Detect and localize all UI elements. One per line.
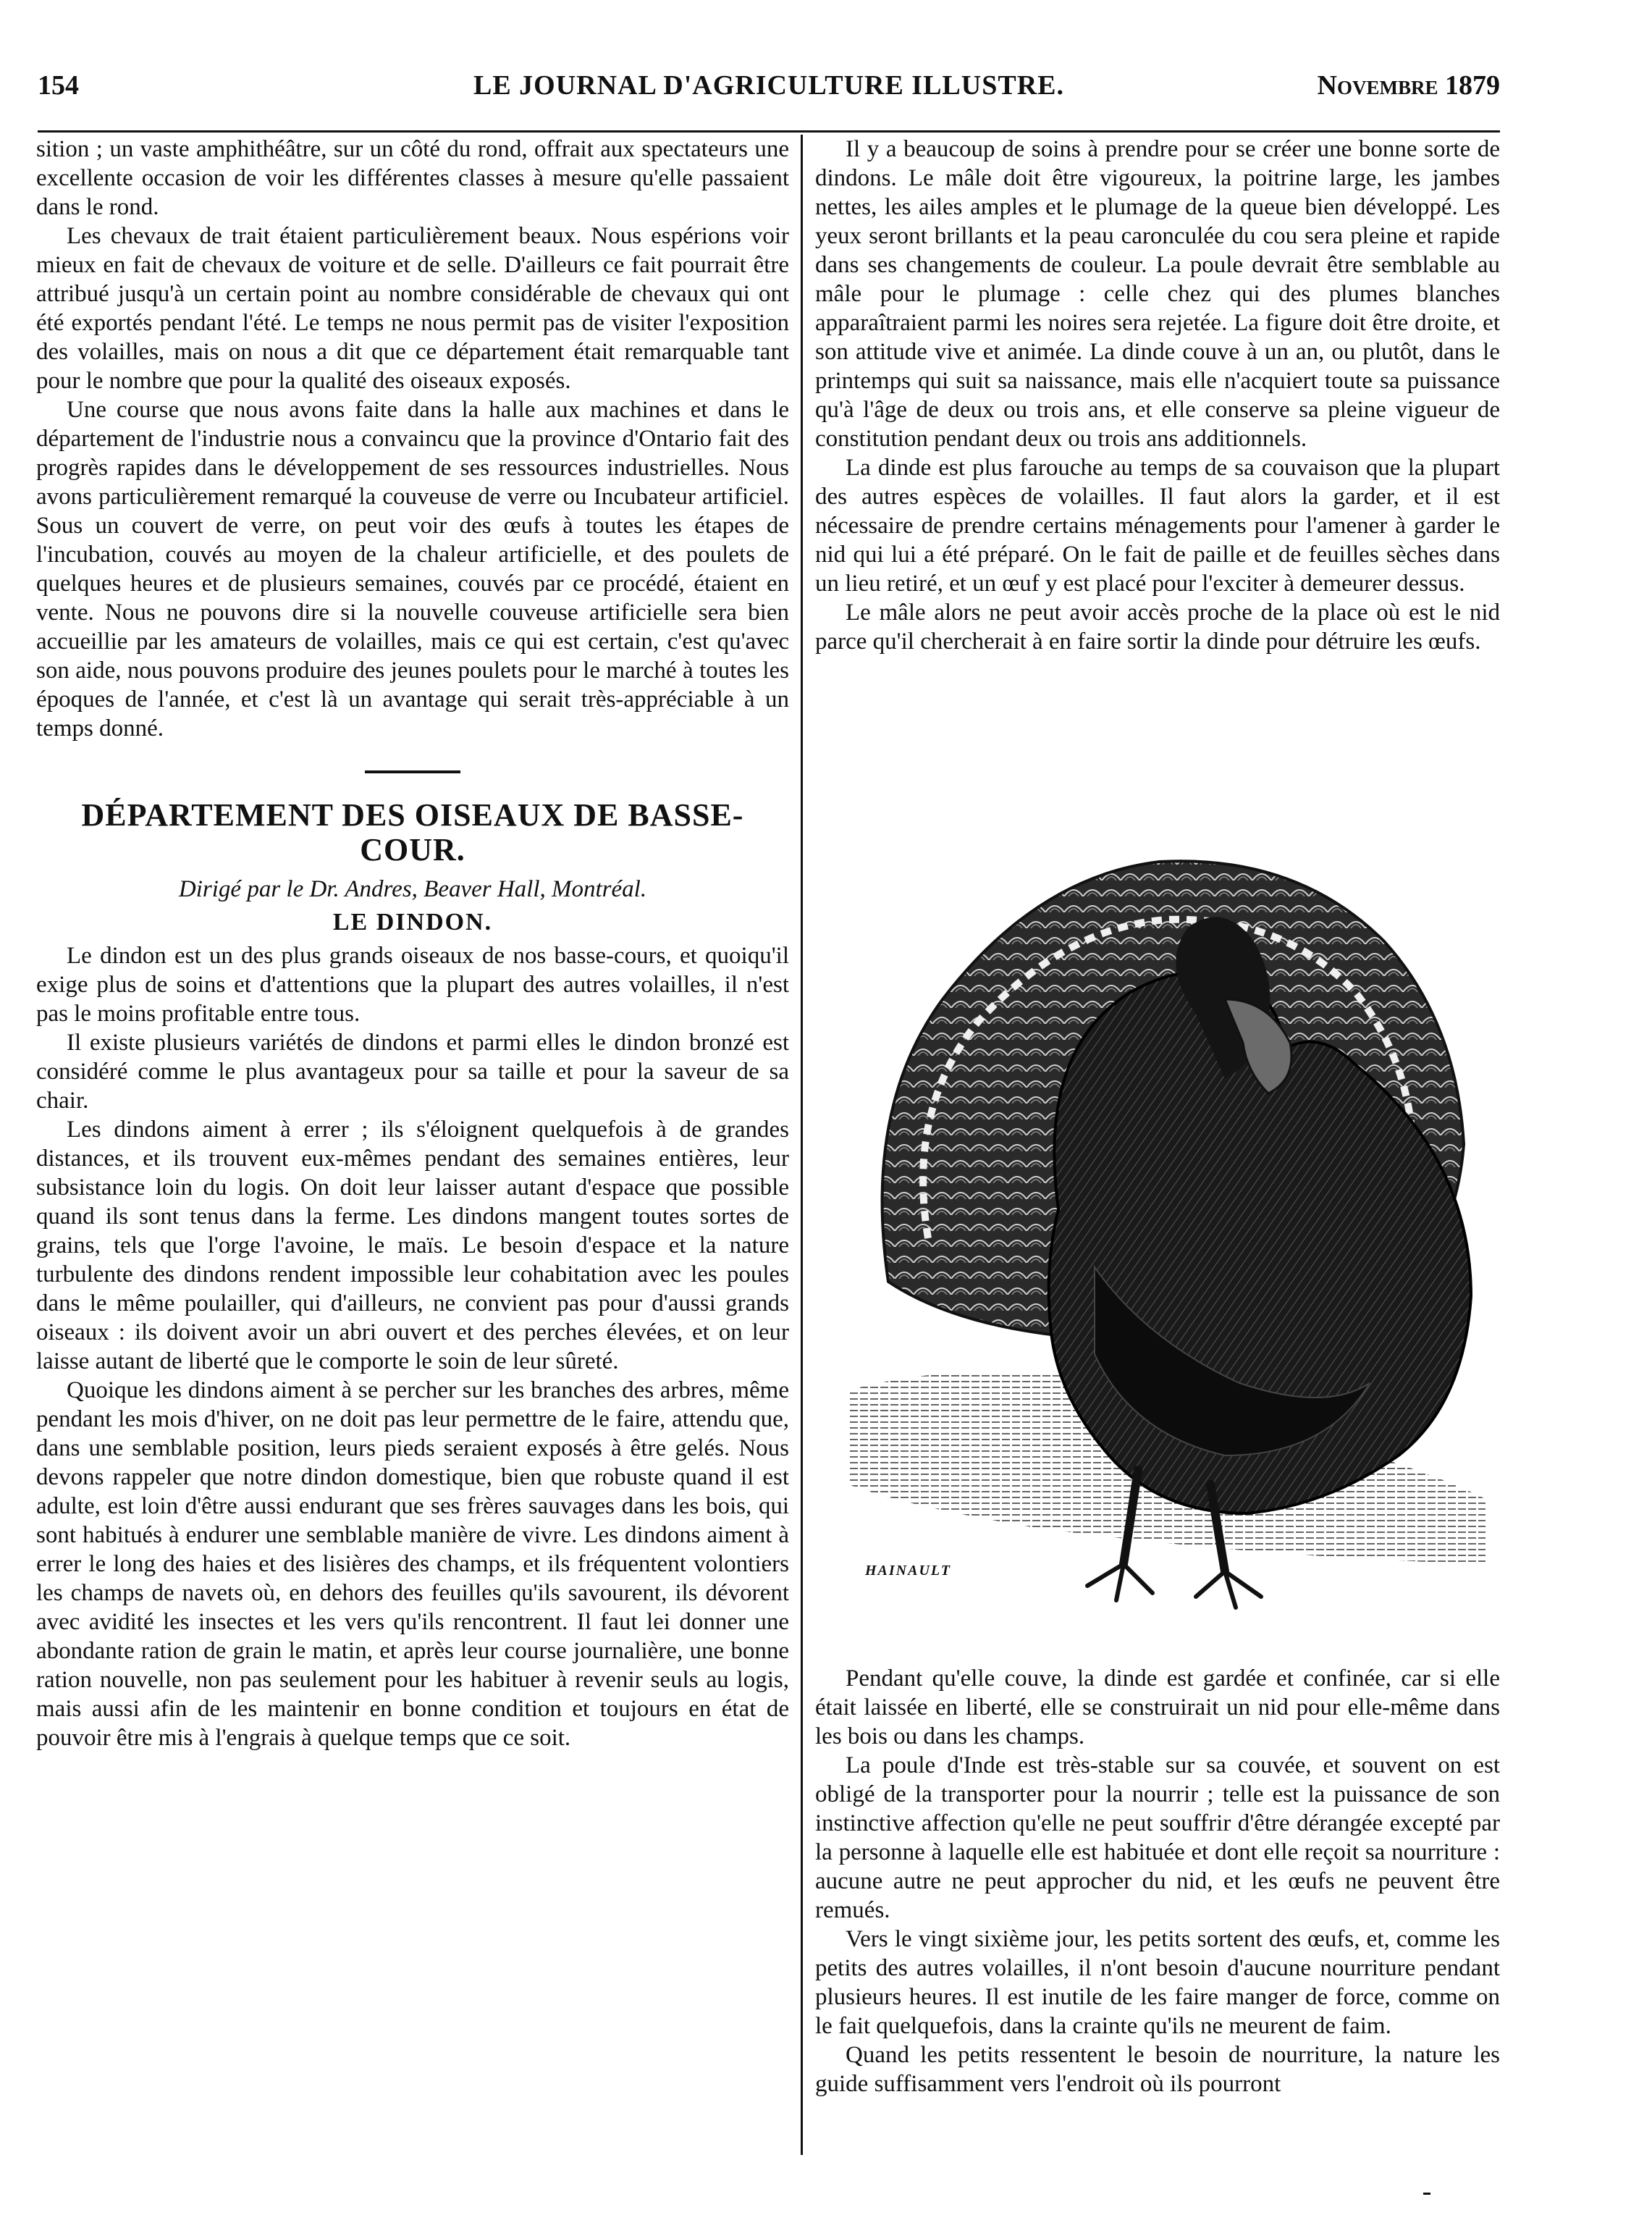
- paragraph: La poule d'Inde est très-stable sur sa couvée, et souvent on est obligé de la transporter pour la nourrir ; telle est la puissance de son instinctive affection qu'elle ne peut souffrir d'être dérangée excepté par la personne à laquelle elle est habituée et dont elle reçoit sa nourriture : aucune autre ne peut approcher du nid, et les œufs ne peuvent être remués.: [815, 1752, 1500, 1923]
- article-subtitle: LE DINDON.: [332, 909, 493, 936]
- header-rule: [38, 130, 1500, 133]
- page-number: 154: [38, 70, 79, 101]
- issue-date: Novembre 1879: [1317, 70, 1500, 101]
- section-title-line: DÉPARTEMENT DES OISEAUX DE BASSE-: [81, 797, 744, 833]
- paragraph: Les dindons aiment à errer ; ils s'éloignent quelquefois à de grandes distances, et ils trouvent eux-mêmes pendant des semaines entières, leur subsistance loin du logis. On doit leur laisser autant d'espace que possible quand ils sont tenus dans la ferme. Les dindons mangent toutes sortes de grains, tels que l'orge l'avoine, le maïs. Le besoin d'espace et la nature turbulente des dindons rendent impossible leur cohabitation avec les poules dans le même poulailler, qui d'ailleurs, ne convient pas pour d'aussi grands oiseaux : ils doivent avoir un abri ouvert et des perches élevées, et on leur laisse autant de liberté que le comporte le soin de leur sûreté.: [36, 1117, 789, 1374]
- footer-mark: [1423, 2193, 1430, 2195]
- column-divider: [801, 135, 803, 2155]
- paragraph: Il y a beaucoup de soins à prendre pour se créer une bonne sorte de dindons. Le mâle doit être vigoureux, la poitrine large, les jambes nettes, les ailes amples et le plumage de la queue bien développé. Les yeux seront brillants et la peau caronculée du cou sera pleine et rapide dans ses changements de couleur. La poule devrait être semblable au mâle pour le plumage : celle chez qui des plumes blanches apparaîtraient parmi les noires sera rejetée. La figure doit être droite, et son attitude vive et animée. La dinde couve à un an, ou plutôt, dans le printemps qui suit sa naissance, mais elle n'acquiert toute sa puissance qu'à l'âge de deux ou trois ans, et elle conserve sa pleine vigueur de constitution pendant deux ou trois ans additionnels.: [815, 136, 1500, 452]
- journal-title: LE JOURNAL D'AGRICULTURE ILLUSTRE.: [473, 70, 1064, 101]
- section-byline: Dirigé par le Dr. Andres, Beaver Hall, Montréal.: [178, 876, 647, 902]
- paragraph: La dinde est plus farouche au temps de sa couvaison que la plupart des autres espèces de volailles. Il faut alors la garder, et il est nécessaire de prendre certains ménagements pour l'amener à garder le nid qui lui a été préparé. On le fait de paille et de feuilles sèches dans un lieu retiré, et un œuf y est placé pour l'exciter à demeurer dessus.: [815, 455, 1500, 597]
- turkey-engraving: [819, 833, 1514, 1644]
- right-column-bottom: [815, 1664, 1500, 2098]
- turkey-feet: [1087, 1564, 1261, 1608]
- paragraph: Les chevaux de trait étaient particulièrement beaux. Nous espérions voir mieux en fait de chevaux de voiture et de selle. D'ailleurs ce fait pourrait être attribué jusqu'à un certain point au nombre considérable de chevaux qui ont été exportés pendant l'été. Le temps ne nous permit pas de visiter l'exposition des volailles, mais on nous a dit que ce département était remarquable tant pour le nombre que pour la qualité des oiseaux exposés.: [36, 223, 789, 394]
- engraver-signature: HAINAULT: [865, 1563, 951, 1579]
- paragraph: Le mâle alors ne peut avoir accès proche de la place où est le nid parce qu'il chercherait à en faire sortir la dinde pour détruire les œufs.: [815, 600, 1500, 655]
- right-column-top: [815, 135, 1500, 656]
- section-title-line: COUR.: [360, 832, 465, 867]
- paragraph: Une course que nous avons faite dans la halle aux machines et dans le département de l'industrie nous a convaincu que la province d'Ontario fait des progrès rapides dans le développement de ses ressources industrielles. Nous avons particulièrement remarqué la couveuse de verre ou Incubateur artificiel. Sous un couvert de verre, on peut voir des œufs à toutes les étapes de l'incubation, couvés au moyen de la chaleur artificielle, et des poulets de quelques heures et de plusieurs semaines, couvés par ce procédé, étaient en vente. Nous ne pouvons dire si la nouvelle couveuse artificielle sera bien accueillie par les amateurs de volailles, mais ce qui est certain, c'est qu'avec son aide, nous pouvons produire des jeunes poulets pour le marché à toutes les époques de l'année, et c'est là un avantage qui serait très-appréciable à un temps donné.: [36, 397, 789, 741]
- paragraph: Le dindon est un des plus grands oiseaux de nos basse-cours, et quoiqu'il exige plus de soins et d'attentions que la plupart des autres volailles, il n'est pas le moins profitable entre tous.: [36, 943, 789, 1027]
- page-header: [38, 67, 1500, 112]
- paragraph: Quoique les dindons aiment à se percher sur les branches des arbres, même pendant les mois d'hiver, on ne doit pas leur permettre de le faire, attendu que, dans une semblable position, leurs pieds seraient exposés à être gelés. Nous devons rappeler que notre dindon domestique, bien que robuste quand il est adulte, est loin d'être aussi endurant que ses frères sauvages dans les bois, qui sont habitués à endurer une semblable manière de vivre. Les dindons aiment à errer le long des haies et des lisières des champs, et ils fréquentent volontiers les champs de navets où, en dehors des feuilles qu'ils savourent, ils dévorent avec avidité les insectes et les vers qu'ils rencontrent. Il faut lei donner une abondante ration de grain le matin, et après leur course journalière, une bonne ration nouvelle, non pas seulement pour les habituer à revenir seuls au logis, mais aussi afin de les maintenir en bonne condition et toujours en état de pouvoir être mis à l'engrais à quelque temps que ce soit.: [36, 1377, 789, 1751]
- paragraph: sition ; un vaste amphithéâtre, sur un côté du rond, offrait aux spectateurs une excellente occasion de voir les différentes classes à mesure qu'elle passaient dans le rond.: [36, 136, 789, 220]
- left-column: [36, 135, 789, 1752]
- section-title: [36, 798, 789, 867]
- section-separator: [365, 770, 460, 773]
- paragraph: Pendant qu'elle couve, la dinde est gardée et confinée, car si elle était laissée en liberté, elle se construirait un nid pour elle-même dans les bois ou dans les champs.: [815, 1665, 1500, 1749]
- paragraph: Il existe plusieurs variétés de dindons et parmi elles le dindon bronzé est considéré comme le plus avantageux pour sa taille et pour la saveur de sa chair.: [36, 1030, 789, 1114]
- paragraph: Vers le vingt sixième jour, les petits sortent des œufs, et, comme les petits des autres volailles, il n'ont besoin d'aucune nourriture pendant plusieurs heures. Il est inutile de les faire manger de force, comme on le fait quelquefois, dans la crainte qu'ils ne meurent de faim.: [815, 1926, 1500, 2039]
- paragraph: Quand les petits ressentent le besoin de nourriture, la nature les guide suffisamment vers l'endroit où ils pourront: [815, 2042, 1500, 2097]
